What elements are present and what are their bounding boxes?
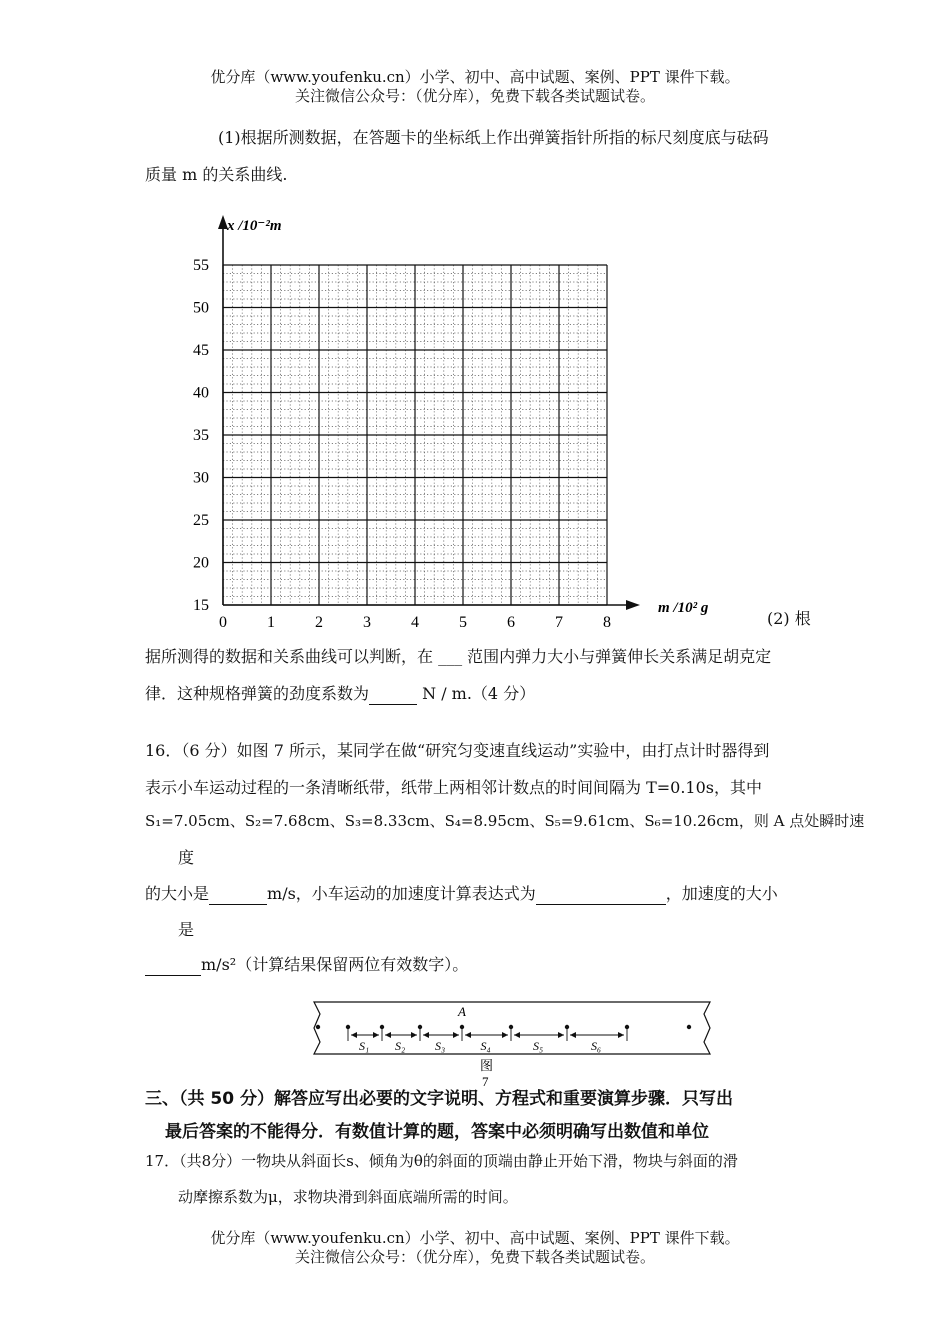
section-3-line2: 最后答案的不能得分．有数值计算的题，答案中必须明确写出数值和单位	[165, 1122, 709, 1142]
segment-arrowhead	[502, 1032, 508, 1038]
q15-part2-line2	[145, 684, 535, 705]
tape-dot	[316, 1025, 320, 1029]
q16-line6: 是	[178, 920, 195, 939]
segment-arrowhead	[423, 1032, 429, 1038]
tape-dot	[418, 1025, 422, 1029]
x-tick-label: 2	[315, 614, 323, 631]
q17-line2: 动摩擦系数为μ，求物块滑到斜面底端所需的时间。	[178, 1188, 518, 1206]
footer-line-1: 优分库（www.youfenku.cn）小学、初中、高中试题、案例、PPT 课件下载。	[210, 1229, 740, 1247]
answer-blank-velocity[interactable]	[209, 884, 267, 905]
segment-arrowhead	[465, 1032, 471, 1038]
graph-axes	[218, 215, 640, 610]
segment-arrowhead	[453, 1032, 459, 1038]
figure-7-caption-line2: 7	[482, 1074, 489, 1089]
q15-part2-start: (2) 根	[767, 609, 811, 628]
figure-7-caption-line1: 图	[480, 1058, 494, 1073]
y-tick-label: 15	[193, 597, 209, 614]
section-3-line1: 三、（共 50 分）解答应写出必要的文字说明、方程式和重要演算步骤．只写出	[145, 1089, 733, 1109]
x-tick-label: 8	[603, 614, 611, 631]
tape-dot	[687, 1025, 691, 1029]
footer-line-2: 关注微信公众号：（优分库），免费下载各类试题试卷。	[294, 1248, 655, 1266]
q17-line1: 17．（共8分）一物块从斜面长s、倾角为θ的斜面的顶端由静止开始下滑，物块与斜面的滑	[145, 1152, 738, 1170]
q16-line7	[145, 955, 468, 976]
y-axis-title: x /10⁻²m	[227, 218, 282, 234]
segment-label: S₂	[395, 1039, 406, 1053]
q16-line5-text-c: ，加速度的大小	[665, 884, 778, 903]
q16-line4: 度	[178, 848, 195, 867]
q15-part2-line1: 据所测得的数据和关系曲线可以判断，在 ___ 范围内弹力大小与弹簧伸长关系满足胡克定	[145, 647, 772, 666]
tape-dot	[565, 1025, 569, 1029]
segment-arrowhead	[618, 1032, 624, 1038]
x-tick-label: 3	[363, 614, 371, 631]
tape-dots	[316, 1025, 691, 1029]
y-tick-label: 25	[193, 512, 209, 529]
tape-segment-labels	[359, 1039, 601, 1053]
segment-arrowhead	[558, 1032, 564, 1038]
q16-line3: S₁=7.05cm、S₂=7.68cm、S₃=8.33cm、S₄=8.95cm、S₅=9.61cm、S₆=10.26cm，则 A 点处瞬时速	[145, 812, 865, 830]
y-tick-label: 45	[193, 342, 209, 359]
segment-arrowhead	[514, 1032, 520, 1038]
q16-line7-text: m/s²（计算结果保留两位有效数字）。	[201, 955, 469, 974]
segment-label: S₄	[480, 1039, 491, 1053]
spring-graph	[180, 205, 770, 645]
x-tick-label: 0	[219, 614, 227, 631]
segment-label: S₃	[435, 1039, 446, 1053]
q16-line5-text-a: 的大小是	[145, 884, 210, 903]
q15-part1-line2: 质量 m 的关系曲线.	[145, 165, 288, 184]
header-line-2: 关注微信公众号：（优分库），免费下载各类试题试卷。	[294, 87, 655, 105]
segment-label: S₅	[533, 1039, 544, 1053]
segment-arrowhead	[570, 1032, 576, 1038]
x-tick-label: 1	[267, 614, 275, 631]
y-tick-label: 55	[193, 257, 209, 274]
y-tick-label: 50	[193, 299, 209, 317]
x-axis-title: m /10² g	[658, 600, 709, 616]
segment-label: S₁	[359, 1039, 370, 1053]
q15-part1-line1: (1)根据所测数据，在答题卡的坐标纸上作出弹簧指针所指的标尺刻度底与砝码	[218, 128, 769, 147]
tape-dot	[380, 1025, 384, 1029]
q15-part2-text-a: 律．这种规格弹簧的劲度系数为	[145, 684, 370, 703]
x-tick-label: 5	[459, 614, 467, 631]
y-tick-label: 40	[193, 384, 209, 402]
tape-dot	[625, 1025, 629, 1029]
segment-label: S₆	[591, 1039, 602, 1053]
tape-dot	[509, 1025, 513, 1029]
header-line-1: 优分库（www.youfenku.cn）小学、初中、高中试题、案例、PPT 课件下载。	[210, 68, 740, 86]
answer-blank-acceleration[interactable]	[145, 955, 201, 976]
segment-arrowhead	[351, 1032, 357, 1038]
x-tick-label: 4	[411, 614, 419, 631]
segment-arrowhead	[411, 1032, 417, 1038]
tape-dot	[346, 1025, 350, 1029]
segment-arrowhead	[373, 1032, 379, 1038]
y-tick-label: 20	[193, 554, 209, 572]
x-axis-arrow	[626, 600, 640, 610]
point-a-label: A	[458, 1004, 466, 1019]
q16-line5-text-b: m/s，小车运动的加速度计算表达式为	[267, 884, 536, 903]
tape-dot	[460, 1025, 464, 1029]
graph-tick-labels	[193, 257, 611, 631]
x-tick-label: 6	[507, 614, 515, 631]
q15-part2-text-b: N / m.（4 分）	[417, 684, 536, 703]
answer-blank-stiffness[interactable]	[369, 684, 417, 705]
q16-line5	[145, 884, 778, 905]
x-tick-label: 7	[555, 614, 563, 631]
y-tick-label: 30	[193, 469, 209, 487]
segment-arrowhead	[385, 1032, 391, 1038]
q16-line1: 16．（6 分）如图 7 所示，某同学在做“研究匀变速直线运动”实验中，由打点计时器得到	[145, 741, 770, 760]
y-tick-label: 35	[193, 427, 209, 444]
answer-blank-expression[interactable]	[536, 884, 666, 905]
figure-7-paper-tape	[300, 1000, 720, 1092]
q16-line2: 表示小车运动过程的一条清晰纸带，纸带上两相邻计数点的时间间隔为 T=0.10s，其中	[145, 778, 763, 797]
